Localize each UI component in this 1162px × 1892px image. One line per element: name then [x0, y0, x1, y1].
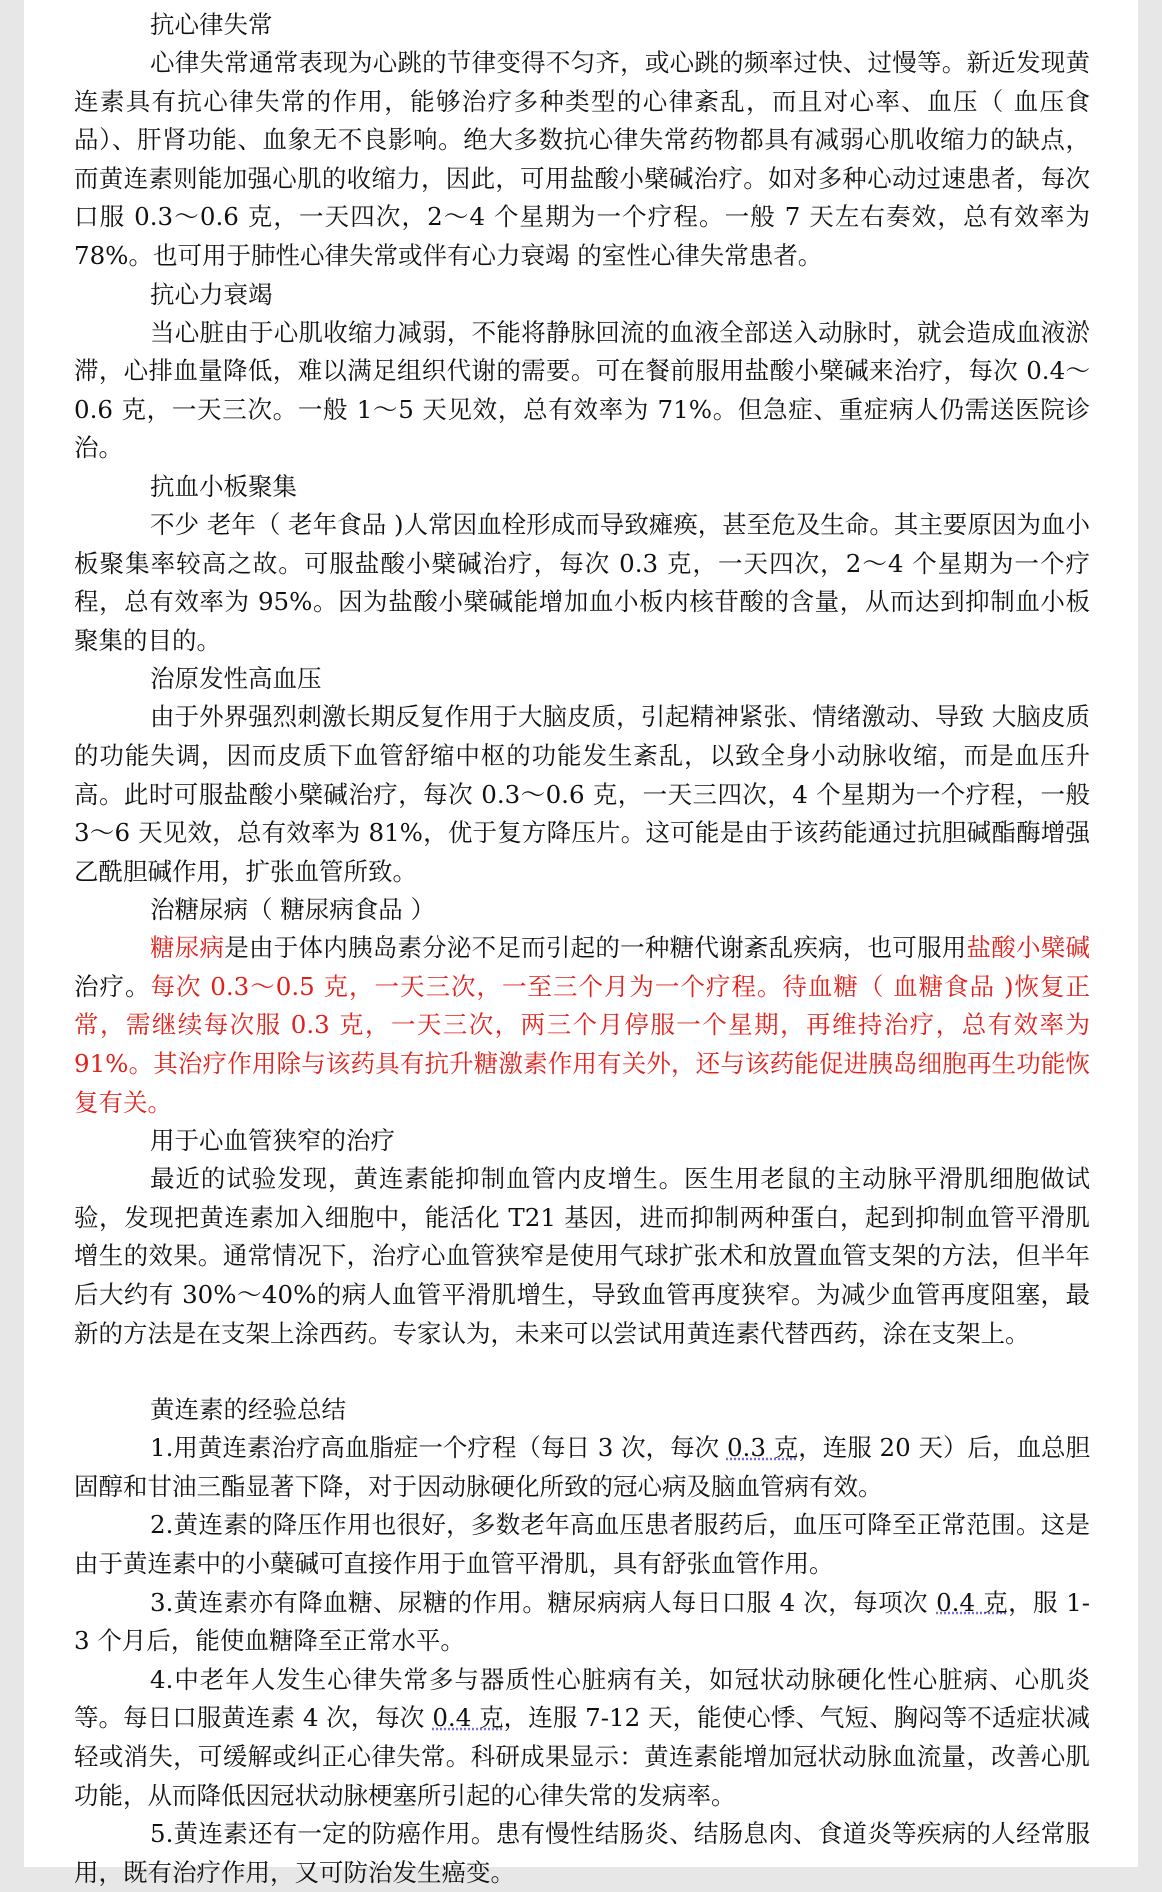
section-heading-stenosis: 用于心血管狭窄的治疗: [150, 1126, 395, 1156]
summary-heading: 黄连素的经验总结: [150, 1395, 346, 1425]
section-heading-arrhythmia: 抗心律失常: [150, 10, 273, 39]
summary-item: [74, 1815, 1090, 1892]
section-body-arrhythmia: 心律失常通常表现为心跳的节律变得不匀齐，或心跳的频率过快、过慢等。新近发现黄连素具有抗心律失常的作用，能够治疗多种类型的心律紊乱，而且对心率、血压（ 血压食品）、肝肾功能、血象无不良影响。绝大多数抗心律失常药物都具有减弱心肌收缩力的缺点，而黄连素则能加强心肌的收缩力，因此，可用盐酸小檗碱治疗。如对多种心动过速患者，每次口服 0.3～0.6 克，一天四次，2～4 个星期为一个疗程。一般 7 天左右奏效，总有效率为 78%。也可用于肺性心律失常或伴有心力衰竭 的室性心律失常患者。: [74, 48, 1090, 270]
section-heading-heart-failure: 抗心力衰竭: [150, 279, 273, 309]
summary-item-text: ，连服 20 天）后，血总胆固醇和甘油三酯显著下降，对于因动脉硬化所致的冠心病及脑血管病有效。: [74, 1433, 1090, 1501]
summary-item-text: 3.黄连素亦有降血糖、尿糖的作用。糖尿病病人每日口服 4 次，每项次: [150, 1587, 937, 1617]
summary-item: [74, 1506, 1090, 1583]
summary-item: [74, 1429, 1090, 1506]
section-body-hypertension: 由于外界强烈刺激长期反复作用于大脑皮质，引起精神紧张、情绪激动、导致 大脑皮质的功能失调，因而皮质下血管舒缩中枢的功能发生紊乱，以致全身小动脉收缩，而是血压升高。此时可服盐酸小檗碱治疗，每次 0.3～0.6 克，一天三四次，4 个星期为一个疗程，一般 3～6 天见效，总有效率为 81%，优于复方降压片。这可能是由于该药能通过抗胆碱酯酶增强乙酰胆碱作用，扩张血管所致。: [74, 702, 1090, 886]
section-heading-diabetes: 治糖尿病（ 糖尿病食品 ）: [150, 895, 436, 925]
highlight-diabetes-term: 糖尿病: [150, 933, 225, 963]
underlined-dose: 0.3 克: [726, 1433, 799, 1463]
summary-item-text: 5.黄连素还有一定的防癌作用。患有慢性结肠炎、结肠息肉、食道炎等疾病的人经常服用，既有治疗作用，又可防治发生癌变。: [74, 1819, 1090, 1887]
summary-item-text: 1.用黄连素治疗高血脂症一个疗程（每日 3 次，每次: [150, 1433, 727, 1463]
document-page: [24, 0, 1138, 1887]
highlight-drug-name: 盐酸小檗碱: [966, 933, 1091, 963]
diabetes-text-part: 是由于体内胰岛素分泌不足而引起的一种糖代谢紊乱疾病，也可服用: [224, 933, 967, 963]
summary-item-text: 4.中老年人发生心律失常多与器质性心脏病有关，如冠状动脉硬化性心脏病、心肌炎等。每日口服黄连素 4 次，每次: [74, 1664, 1090, 1733]
highlight-dosage-text: 每次 0.3～0.5 克，一天三次，一至三个月为一个疗程。待血糖（ 血糖食品 )恢复正常，需继续每次服 0.3 克，一天三次，两三个月停服一个星期，再维持治疗，总有效率为 91%。其治疗作用除与该药具有抗升糖激素作用有关外，还与该药能促进胰岛细胞再生功能恢复有关。: [74, 971, 1091, 1117]
underlined-dose: 0.4 克: [432, 1703, 504, 1733]
summary-item: [74, 1584, 1090, 1661]
section-spacer: [74, 1353, 1090, 1391]
section-heading-hypertension: 治原发性高血压: [150, 664, 322, 694]
section-heading-platelet: 抗血小板聚集: [150, 471, 297, 501]
summary-item-text: ，连服 7-12 天，能使心悸、气短、胸闷等不适症状减轻或消失，可缓解或纠正心律失常。科研成果显示：黄连素能增加冠状动脉血流量，改善心肌功能，从而降低因冠状动脉梗塞所引起的心律失常的发病率。: [74, 1703, 1090, 1810]
section-body-diabetes: [74, 929, 1090, 1122]
summary-item-text: 2.黄连素的降压作用也很好，多数老年高血压患者服药后，血压可降至正常范围。这是由于黄连素中的小蘖碱可直接作用于血管平滑肌，具有舒张血管作用。: [74, 1510, 1090, 1578]
diabetes-text-part: 治疗。: [74, 971, 151, 1001]
summary-item: [74, 1661, 1090, 1815]
section-body-platelet: 不少 老年（ 老年食品 )人常因血栓形成而导致瘫痪，甚至危及生命。其主要原因为血小板聚集率较高之故。可服盐酸小檗碱治疗，每次 0.3 克，一天四次，2～4 个星期为一个疗程，总有效率为 95%。因为盐酸小檗碱能增加血小板内核苷酸的含量，从而达到抑制血小板聚集的目的。: [74, 509, 1090, 655]
section-body-stenosis: 最近的试验发现，黄连素能抑制血管内皮增生。医生用老鼠的主动脉平滑肌细胞做试验，发现把黄连素加入细胞中，能活化 T21 基因，进而抑制两种蛋白，起到抑制血管平滑肌增生的效果。通常情况下，治疗心血管狭窄是使用气球扩张术和放置血管支架的方法，但半年后大约有 30%～40%的病人血管平滑肌增生，导致血管再度狭窄。为减少血管再度阻塞，最新的方法是在支架上涂西药。专家认为，未来可以尝试用黄连素代替西药，涂在支架上。: [74, 1164, 1090, 1348]
section-body-heart-failure: 当心脏由于心肌收缩力减弱，不能将静脉回流的血液全部送入动脉时，就会造成血液淤滞，心排血量降低，难以满足组织代谢的需要。可在餐前服用盐酸小檗碱来治疗，每次 0.4～0.6 克，一天三次。一般 1～5 天见效，总有效率为 71%。但急症、重症病人仍需送医院诊治。: [74, 317, 1090, 463]
underlined-dose: 0.4 克: [936, 1587, 1009, 1617]
summary-item-text: ，服 1-3 个月后，能使血糖降至正常水平。: [74, 1587, 1090, 1656]
